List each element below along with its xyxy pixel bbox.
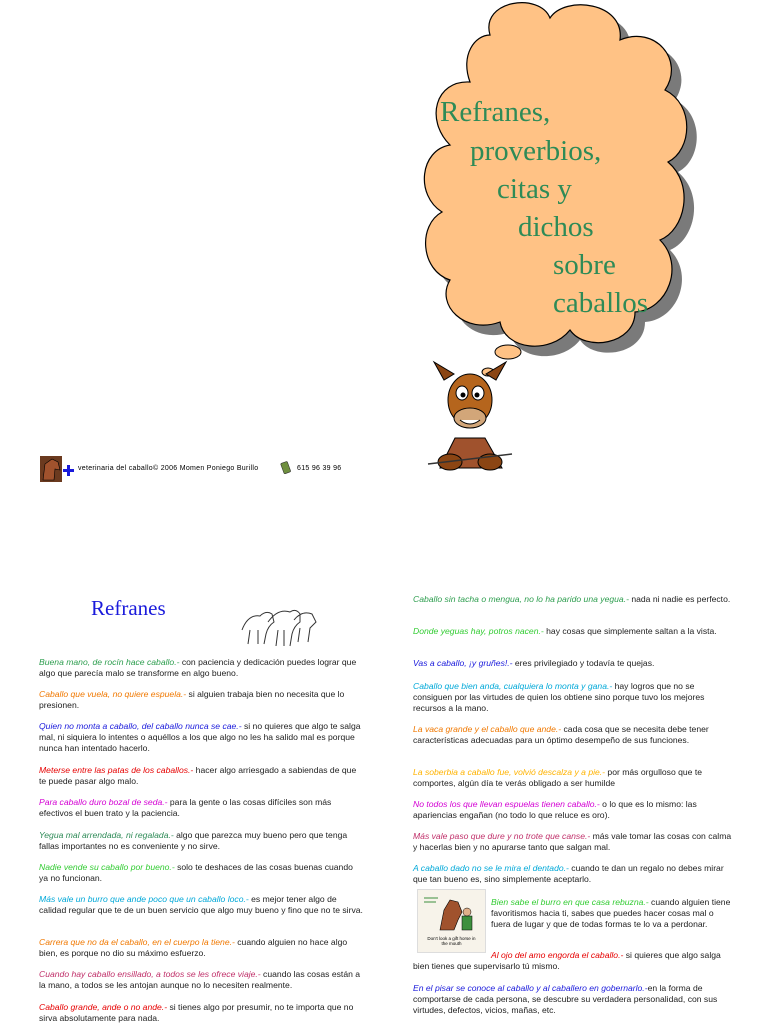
proverb-quote: Vas a caballo, ¡y gruñes!.- <box>413 658 513 668</box>
title-line-5: sobre <box>553 249 616 281</box>
proverb-entry <box>413 681 733 714</box>
proverb-entry <box>413 724 733 746</box>
mobile-phone-icon <box>280 460 292 474</box>
cartoon-horse-illustration <box>420 358 520 478</box>
inset-image-caption: Don't look a gift horse in the mouth <box>427 936 476 946</box>
proverb-entry <box>39 797 364 819</box>
proverb-meaning: si tienes algo por presumir, no te importa que no sirva absolutamente para nada. <box>39 1002 354 1023</box>
thought-cloud <box>410 0 710 420</box>
proverb-quote: A caballo dado no se le mira el dentado.- <box>413 863 569 873</box>
proverb-entry <box>39 830 364 852</box>
proverb-quote: En el pisar se conoce al caballo y al caballero en gobernarlo.- <box>413 983 648 993</box>
proverb-meaning: cuando te dan un regalo no debes mirar que tan bueno es, sino simplemente aceptarlo. <box>413 863 724 884</box>
proverb-meaning: más vale tomar las cosas con calma y hacerlas bien y no apurarse tanto que salgan mal. <box>413 831 732 852</box>
proverb-quote: Meterse entre las patas de los caballos.- <box>39 765 194 775</box>
proverb-meaning: en la forma de comportarse de cada persona, se descubre su verdadera personalidad, con sus virtudes, defectos, vicios, mañas, etc. <box>413 983 718 1015</box>
proverb-entry <box>413 626 733 637</box>
proverb-entry <box>39 1002 364 1024</box>
proverb-quote: No todos los que llevan espuelas tienen caballo.- <box>413 799 600 809</box>
proverb-entry <box>413 658 733 669</box>
proverb-meaning: con paciencia y dedicación puedes lograr que algo que parecía malo se transforme en algo bueno. <box>39 657 357 678</box>
proverb-quote: Cuando hay caballo ensillado, a todos se les ofrece viaje.- <box>39 969 261 979</box>
proverb-entry <box>39 894 364 916</box>
proverb-meaning: hay cosas que simplemente saltan a la vista. <box>543 626 717 636</box>
proverb-meaning: es mejor tener algo de calidad regular que te de un buen servicio que algo muy bueno y fino que no te sirva. <box>39 894 363 915</box>
title-line-3: citas y <box>497 173 572 205</box>
proverb-entry <box>413 863 733 885</box>
proverb-quote: Nadie vende su caballo por bueno.- <box>39 862 175 872</box>
proverb-quote: Más vale un burro que ande poco que un caballo loco.- <box>39 894 249 904</box>
proverb-entry <box>413 950 733 972</box>
proverb-entry <box>413 594 733 605</box>
proverb-meaning: o lo que es lo mismo: las apariencias engañan (no todo lo que reluce es oro). <box>413 799 697 820</box>
proverb-quote: Al ojo del amo engorda el caballo.- <box>491 950 624 960</box>
proverb-quote: Quien no monta a caballo, del caballo nunca se cae.- <box>39 721 242 731</box>
proverb-quote: Donde yeguas hay, potros nacen.- <box>413 626 544 636</box>
title-line-1: Refranes, <box>440 96 551 128</box>
proverb-quote: Carrera que no da el caballo, en el cuerpo la tiene.- <box>39 937 235 947</box>
proverb-entry <box>413 831 733 853</box>
proverb-quote: La soberbia a caballo fue, volvió descalza y a pie.- <box>413 767 606 777</box>
proverb-entry <box>39 862 364 884</box>
proverb-quote: Más vale paso que dure y no trote que canse.- <box>413 831 591 841</box>
proverb-meaning: cuando alguien tiene favoritismos hacia ti, sabes que puedes hacer cosas mal o fuera de lugar y que de todas formas te lo va a perdonar. <box>491 897 731 929</box>
proverb-meaning: cuando las cosas están a la mano, a todos se les antojan aunque no lo necesiten realmente. <box>39 969 361 990</box>
footer-phone: 615 96 39 96 <box>297 465 342 472</box>
proverb-meaning: si quieres que algo salga bien tienes que supervisarlo tú mismo. <box>413 950 721 971</box>
proverb-quote: Buena mano, de rocín hace caballo.- <box>39 657 180 667</box>
proverb-entry <box>39 721 364 754</box>
title-line-4: dichos <box>518 211 594 243</box>
gift-horse-inset-image <box>417 889 486 953</box>
proverb-quote: La vaca grande y el caballo que ande.- <box>413 724 562 734</box>
title-line-6: caballos <box>553 287 649 319</box>
proverb-entry <box>39 765 364 787</box>
gift-horse-drawing <box>418 890 485 938</box>
proverb-entry <box>39 657 364 679</box>
section-title: Refranes <box>91 596 166 620</box>
horses-sketch-illustration <box>238 600 320 650</box>
proverb-quote: Caballo que vuela, no quiere espuela.- <box>39 689 187 699</box>
proverb-quote: Caballo que bien anda, cualquiera lo monta y gana.- <box>413 681 613 691</box>
proverb-entry <box>39 689 364 711</box>
proverb-entry <box>413 983 733 1016</box>
proverb-entry <box>39 969 364 991</box>
proverb-meaning: cada cosa que se necesita debe tener características adecuadas para un óptimo desempeño de sus funciones. <box>413 724 709 745</box>
horse-logo-icon <box>40 456 76 482</box>
footer-credit: veterinaria del caballo© 2006 Momen Poniego Burillo <box>78 465 259 472</box>
proverb-entry <box>491 897 734 930</box>
proverb-entry <box>413 799 733 821</box>
proverb-meaning: si alguien trabaja bien no necesita que lo presionen. <box>39 689 345 710</box>
proverb-quote: Caballo sin tacha o mengua, no lo ha parido una yegua.- <box>413 594 629 604</box>
proverb-meaning: por más orgulloso que te comportes, algún día te verás obligado a ser humilde <box>413 767 703 788</box>
proverb-meaning: para la gente o las cosas difíciles son más efectivos el buen trato y la paciencia. <box>39 797 332 818</box>
proverb-meaning: solo te deshaces de las cosas buenas cuando ya no funcionan. <box>39 862 353 883</box>
title-line-2: proverbios, <box>470 135 602 167</box>
proverb-quote: Para caballo duro bozal de seda.- <box>39 797 168 807</box>
proverb-quote: Yegua mal arrendada, ni regalada.- <box>39 830 174 840</box>
proverb-meaning: nada ni nadie es perfecto. <box>628 594 731 604</box>
proverb-meaning: algo que parezca muy bueno pero que tenga fallas importantes no es conveniente y no sirve. <box>39 830 348 851</box>
proverb-meaning: si no quieres que algo te salga mal, ni siquiera lo intentes o aquéllos a los que algo no les ha salido mal es porque nunca han intentado hacerlo. <box>39 721 361 753</box>
proverb-meaning: cuando alguien no hace algo bien, es porque no dio su máximo esfuerzo. <box>39 937 348 958</box>
proverb-quote: Caballo grande, ande o no ande.- <box>39 1002 168 1012</box>
proverb-meaning: eres privilegiado y todavía te quejas. <box>512 658 655 668</box>
proverb-meaning: hay logros que no se consiguen por las virtudes de quien los obtiene sino porque tuvo los mejores recursos a la mano. <box>413 681 705 713</box>
proverb-meaning: hacer algo arriesgado a sabiendas de que te puede pasar algo malo. <box>39 765 357 786</box>
proverb-entry <box>413 767 733 789</box>
proverb-quote: Bien sabe el burro en que casa rebuzna.- <box>491 897 649 907</box>
proverb-entry <box>39 937 364 959</box>
